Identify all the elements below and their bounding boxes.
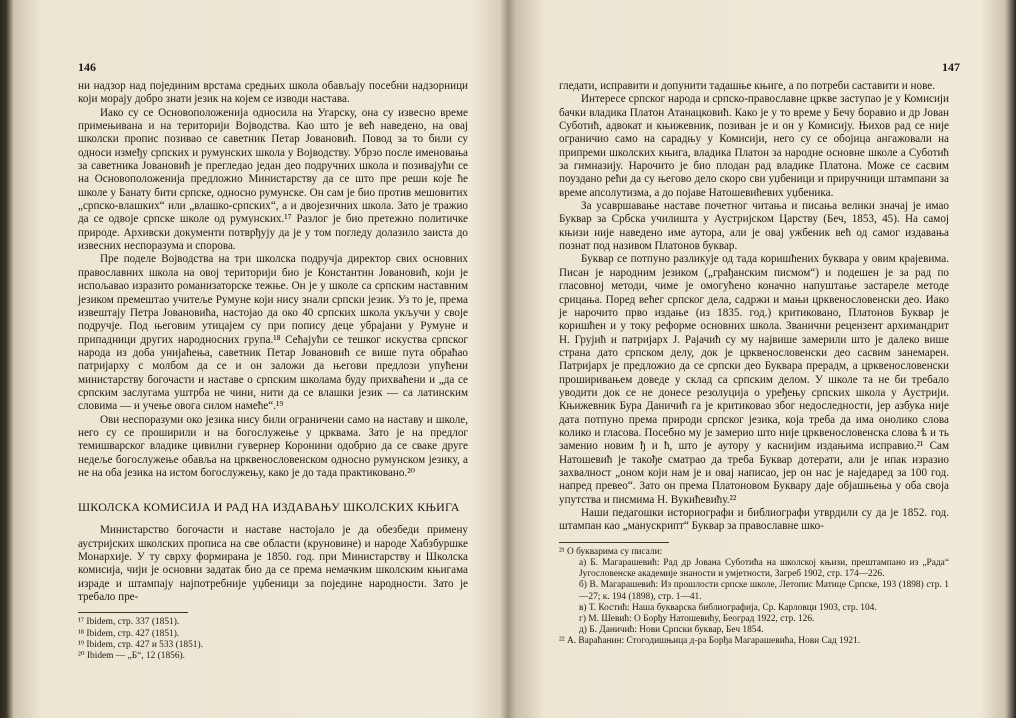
paragraph: Интересе српског народа и српско-православне цркве заступао је у Комисији бачки владика Платон Атанацковић. Како је у то време у Бечу боравио и др Јован Суботић, адвокат и књижевник, позиван је и он у Комисију. Њихов рад се није ограничио само на сарадњу у Комисији, него су се обојица ангажовали на припреми школских књига, владика Платон за народне основне школе а Суботић за гимназију. Нарочито је био плодан рад владике Платона. Може се сасвим поуздано рећи да су његово дело скоро сви уџбеници и приручници штампани за време апсолутизма, а до појаве Натошевићевих уџбеника. (559, 93, 949, 199)
right-text-column (559, 80, 949, 648)
footnote: в) Т. Костић: Наша букварска библиографија, Ср. Карловци 1903, стр. 104. (579, 602, 877, 613)
footnote: ²⁰ Ibidem — „Б“, 12 (1856). (78, 650, 185, 661)
footnote: ²¹ О букварима су писали: (559, 546, 663, 557)
paragraph: Ови неспоразуми око језика нису били ограничени само на наставу и школе, него су се проширили и на богослужење у црквама. Зато је на предлог темишварског владике цивилни гувернер Коронини одобрио да се сваке друге недеље богослужење обавља на црквенословенском односно румунском језику, а не на оба језика на истом богослужењу, како је до тада практиковано.²⁰ (78, 413, 468, 479)
paragraph: Министарство богочасти и наставе настојало је да обезбеди примену аустријских школских прописа на све области (круновине) и народе Хабзбуршке Монархије. У ту сврху формирана је 1850. год. при Министарству и Школска комисија, чији је основни задатак био да се према немачким школским књигама израде и штампају најпотребније уџбеници за поједине народности. Зато је требало пре- (78, 524, 468, 604)
right-page (508, 0, 1016, 718)
footnote: б) В. Магарашевић: Из прошлости српске школе, Летопис Матице Српске, 193 (1898) стр. 1—27; к. 194 (1898), стр. 1—41. (579, 580, 949, 602)
paragraph: Буквар се потпуно разликује од тада коришћених буквара у овим крајевима. Писан је народним језиком („грађанским писмом“) и подешен је за рад по гласовној методи, чиме је омогућено коначно напуштање застареле методе срицања. Поред већег српског дела, садржи и мањи црквенословенски део. Иако је нарочито прво издање (из 1835. год.) критиковано, Платонов Буквар је коришћен и у току реформе основних школа. Званични рецензент архимандрит Н. Грујић и патријарх Ј. Рајачић су му највише замерили што је далеко више страна дато српском делу, док је црквенословенски део сасвим занемарен. Патријарх је предложио да се српски део Буквара прерадм, а црквенословенски проширивањем доведе у склад са српским делом. У школе та не би требало уводити док се не донесе резолуција о уређењу српских школа у Аустрији. Књижевник Бура Даничић га је критиковао због недоследности, јер азбука није дата потпуно према природи српског језика, која треба да има онолико слова колико и гласова. Посебно му је замерио што није црквенословенска слова ѣ и ть заменио новим ђ и ћ, што је аутору у каснијим издањима исправио.²¹ Сам Натошевић је такође сматрао да треба Буквар дотерати, али је ипак изразио захвалност „оном који нам је и овај написао, јер он нас је наједаред за 100 год. напред превео“. Зато он према Платоновом Буквару даје објашњења у оба своја упутства и писмима Н. Вукићевићу.²² (559, 253, 949, 506)
paragraph: ни надзор над појединим врстама средњих школа обављају посебни надзорници који морају добро знати језик на којем се изводи настава. (78, 80, 468, 106)
footnote-divider (78, 612, 188, 613)
footnotes-left (78, 617, 468, 662)
footnotes-right (559, 547, 949, 648)
page-number-right: 147 (942, 60, 960, 74)
paragraph: За усавршавање наставе почетног читања и писања велики значај је имао Буквар за Србска училишта у Аустријском Царству (Беч, 1853, 45). На самој књизи није наведено име аутора, али је овај ужбеник већ од самог издавања познат под називом Платонов буквар. (559, 200, 949, 253)
footnote: ¹⁷ Ibidem, стр. 337 (1851). (78, 617, 180, 628)
page-number-left: 146 (78, 60, 96, 74)
left-text-column (78, 80, 468, 662)
footnote: д) Б. Даничић: Нови Српски буквар, Беч 1854. (579, 625, 764, 636)
footnote: ¹⁸ Ibidem, стр. 427 (1851). (78, 628, 180, 639)
paragraph: Иако су се Основоположенија односила на Угарску, она су извесно време примењивана и на територији Војводства. Као што је већ наведено, на овај школски пропис позивао се саветник Петар Јовановић. Повод за то били су односи између српских и румунских школа у Војводству. Убрзо после именовања за саветника Јовановић је прегледао један део подручних школа и позивајући се на Основоположенија предложио Министарству да се што пре реши које ће школе у Банату бити српске, односно румунске. Он сам је био против мешовитих „српско-влашких“ или „влашко-српских“, а и двојезичних школа. Зато је тражио да се одвоје српске школе од румунских.¹⁷ Разлог је био претежно политичке природе. Архивски документи потврђују да је у том погледу долазило заиста до извесних неспоразума и спорова. (78, 106, 468, 253)
footnote: ²² А. Вараћанин: Стогодишњица д-ра Борђа Магарашевића, Нови Сад 1921. (559, 636, 861, 647)
footnote: г) М. Шевић: О Борђу Натошевићу, Београд 1922, стр. 126. (579, 613, 815, 624)
paragraph: Пре поделе Војводства на три школска подручја директор свих основних православних школа на овој територији био је Константин Јовановић, који је испољавао изразито романизаторске тежње. Он је у школе са српским наставним језиком премештао учитеље Румуне који нису знали српски језик. Уз то је, према извештају Петра Јовановића, настојао да око 40 српских школа укључи у своје подручје. Под његовим утицајем су при попису деце убрајани у Румуне и припадници других народносних група.¹⁸ Сећајући се тешког искуства српског народа из доба унијаћења, саветник Петар Јовановић се више пута обраћао патријарху с молбом да се и он заложи да његови предлози упућени министарству богочасти и наставе о српским школама буду прихваћени и „да се српским заслугама уштрба не чини, нити да се влашки језик — са латинским словима — и учење овога силом намеће“.¹⁹ (78, 253, 468, 413)
footnote: а) Б. Магарашевић: Рад др Јована Суботића на школској књизи, прештампано из „Рада“ Југословенске академије знаности и умјетности, Загреб 1902, стр. 174—226. (579, 557, 949, 580)
footnote: ¹⁹ Ibidem, стр. 427 и 533 (1851). (78, 639, 203, 650)
paragraph: гледати, исправити и допунити тадашње књиге, а по потреби саставити и нове. (559, 80, 935, 92)
section-heading: ШКОЛСКА КОМИСИЈА И РАД НА ИЗДАВАЊУ ШКОЛСКИХ КЊИГА (78, 500, 460, 515)
paragraph: Наши педагошки историографи и библиографи утврдили су да је 1852. год. штампан као „манускрипт“ Буквар за православне шко- (559, 507, 949, 533)
footnote-divider (559, 542, 669, 543)
